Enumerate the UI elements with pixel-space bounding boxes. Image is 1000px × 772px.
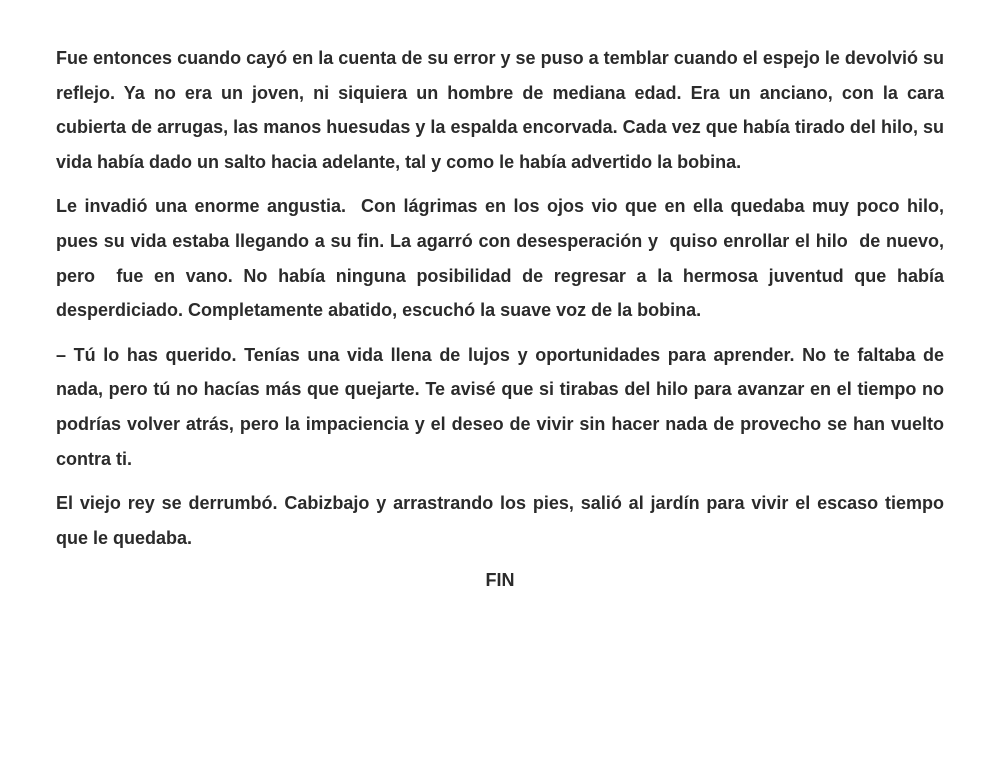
story-page — [56, 41, 950, 597]
ending-label: FIN — [485, 570, 515, 591]
paragraph-old-king: El viejo rey se derrumbó. Cabizbajo y arrastrando los pies, salió al jardín para vivir el escaso tiempo que le quedaba. — [56, 493, 950, 548]
paragraph-mirror-reflection: Fue entonces cuando cayó en la cuenta de su error y se puso a temblar cuando el espejo le devolvió su reflejo. Ya no era un joven, ni siquiera un hombre de mediana edad. Era un anciano, con la cara cubierta de arrugas, las manos huesudas y la espalda encorvada. Cada vez que había tirado del hilo, su vida había dado un salto hacia adelante, tal y como le había advertido la bobina. — [56, 48, 950, 172]
paragraph-anguish: Le invadió una enorme angustia. Con lágrimas en los ojos vio que en ella quedaba muy poco hilo, pues su vida estaba llegando a su fin. La agarró con desesperación y quiso enrollar el hilo de nuevo, pero fue en vano. No había ninguna posibilidad de regresar a la hermosa juventud que había desperdiciado. Completamente abatido, escuchó la suave voz de la bobina. — [56, 196, 950, 321]
paragraph-bobbin-speech: – Tú lo has querido. Tenías una vida llena de lujos y oportunidades para aprender. No te faltaba de nada, pero tú no hacías más que quejarte. Te avisé que si tirabas del hilo para avanzar en el tiempo no podrías volver atrás, pero la impaciencia y el deseo de vivir sin hacer nada de provecho se han vuelto contra ti. — [56, 344, 950, 469]
